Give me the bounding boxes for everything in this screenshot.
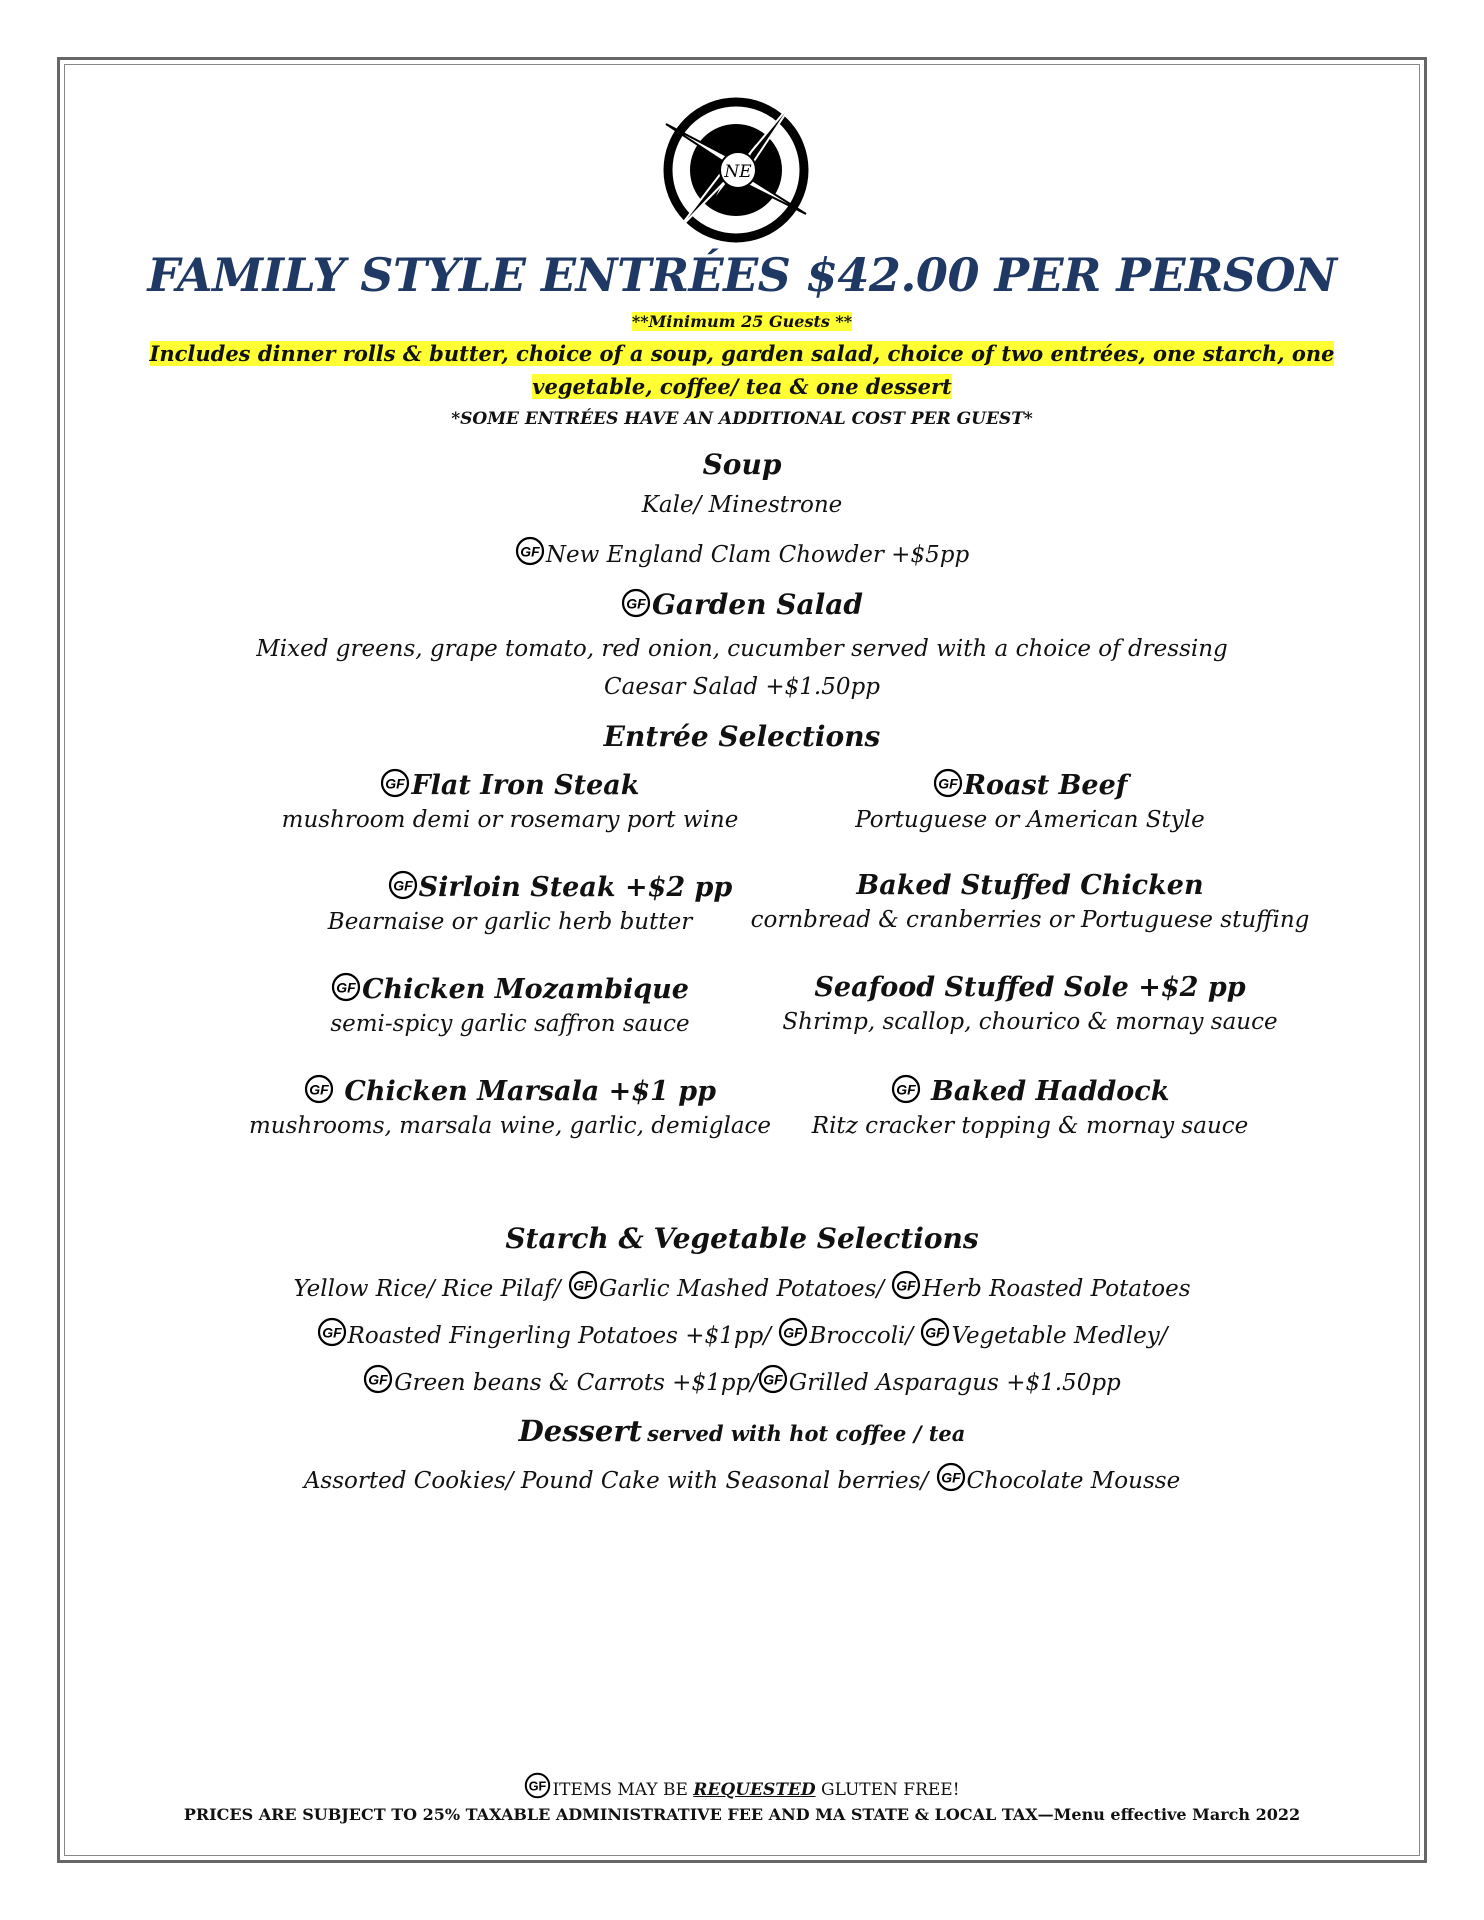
entree-baked-haddock: GF Baked Haddock Ritz cracker topping & mornay sauce: [811, 1076, 1249, 1139]
salad-description: Mixed greens, grape tomato, red onion, cucumber served with a choice of dressing: [256, 636, 1228, 662]
svg-text:GF: GF: [309, 1081, 329, 1098]
svg-text:GF: GF: [520, 543, 540, 560]
gluten-free-icon: [758, 1364, 788, 1394]
inner-border: [64, 64, 1420, 1856]
gluten-free-icon: [515, 536, 545, 566]
svg-text:GF: GF: [385, 775, 406, 792]
starch-line-1: Yellow Rice/ Rice Pilaf/ GF Garlic Mashed Potatoes/ GF Herb Roasted Potatoes: [0, 1270, 1484, 1302]
dessert-heading: Dessert served with hot coffee / tea: [518, 1414, 966, 1448]
gluten-free-icon: [891, 1074, 921, 1104]
soup-item-chowder: GF New England Clam Chowder +$5pp: [0, 536, 1484, 568]
svg-text:GF: GF: [321, 1324, 342, 1341]
svg-text:GF: GF: [895, 1081, 916, 1098]
gluten-free-icon: [568, 1270, 598, 1300]
starch-heading: Starch & Vegetable Selections: [505, 1222, 979, 1255]
gluten-free-icon: [380, 768, 410, 798]
starch-line-2: GF Roasted Fingerling Potatoes +$1pp/ GF Broccoli/ GF Vegetable Medley/: [0, 1317, 1484, 1349]
page-title: FAMILY STYLE ENTRÉES $42.00 PER PERSON: [147, 248, 1337, 302]
entree-chicken-mozambique: GF Chicken Mozambique semi-spicy garlic saffron sauce: [330, 974, 690, 1037]
svg-text:GF: GF: [392, 877, 413, 894]
starch-line-3: GF Green beans & Carrots +$1pp/ GF Grilled Asparagus +$1.50pp: [0, 1364, 1484, 1396]
svg-text:GF: GF: [940, 1469, 961, 1486]
gluten-free-icon: [317, 1317, 347, 1347]
svg-text:GF: GF: [368, 1371, 388, 1388]
entree-baked-stuffed-chicken: Baked Stuffed Chicken cornbread & cranberries or Portuguese stuffing: [750, 870, 1310, 933]
pricing-note: PRICES ARE SUBJECT TO 25% TAXABLE ADMINISTRATIVE FEE AND MA STATE & LOCAL TAX—Menu effective March 2022: [183, 1805, 1301, 1824]
entree-roast-beef: GF Roast Beef Portuguese or American Style: [855, 770, 1205, 833]
gluten-free-icon: [933, 768, 963, 798]
includes-line-1: Includes dinner rolls & butter, choice of a soup, garden salad, choice of two entrées, one starch, one: [149, 341, 1335, 366]
svg-text:GF: GF: [925, 1324, 946, 1341]
gluten-free-note: GF ITEMS MAY BE REQUESTED GLUTEN FREE!: [0, 1772, 1484, 1800]
entree-seafood-stuffed-sole: Seafood Stuffed Sole +$2 pp Shrimp, scallop, chourico & mornay sauce: [782, 972, 1278, 1035]
additional-cost-note: *SOME ENTRÉES HAVE AN ADDITIONAL COST PER GUEST*: [451, 409, 1033, 429]
salad-heading: GF Garden Salad: [0, 588, 1484, 621]
soup-item-kale: Kale/ Minestrone: [641, 492, 843, 518]
svg-text:GF: GF: [529, 1779, 547, 1794]
gluten-free-icon: [363, 1364, 393, 1394]
gluten-free-icon: [920, 1317, 950, 1347]
compass-logo: [656, 84, 826, 249]
dessert-line: Assorted Cookies/ Pound Cake with Seasonal berries/ GF Chocolate Mousse: [0, 1462, 1484, 1494]
gluten-free-icon: [778, 1317, 808, 1347]
svg-text:GF: GF: [783, 1324, 804, 1341]
svg-text:GF: GF: [937, 775, 958, 792]
svg-text:GF: GF: [336, 979, 356, 996]
includes-line-2: vegetable, coffee/ tea & one dessert: [532, 374, 952, 399]
entree-flat-iron-steak: GF Flat Iron Steak mushroom demi or rosemary port wine: [281, 770, 739, 833]
svg-text:GF: GF: [896, 1277, 917, 1294]
gluten-free-icon: [936, 1462, 966, 1492]
svg-text:GF: GF: [763, 1371, 783, 1388]
gluten-free-icon: [388, 870, 418, 900]
svg-text:GF: GF: [573, 1277, 593, 1294]
gluten-free-icon: [304, 1074, 334, 1104]
gluten-free-icon: [891, 1270, 921, 1300]
entree-chicken-marsala: GF Chicken Marsala +$1 pp mushrooms, marsala wine, garlic, demiglace: [248, 1076, 772, 1139]
soup-heading: Soup: [702, 448, 782, 481]
gluten-free-icon: [331, 972, 361, 1002]
gluten-free-icon: [524, 1772, 551, 1799]
salad-option-caesar: Caesar Salad +$1.50pp: [604, 674, 880, 700]
entree-sirloin-steak: GF Sirloin Steak +$2 pp Bearnaise or garlic herb butter: [327, 872, 733, 935]
entree-heading: Entrée Selections: [603, 720, 881, 753]
minimum-guests: **Minimum 25 Guests **: [631, 312, 853, 331]
gluten-free-icon: [621, 588, 651, 618]
svg-text:NE: NE: [724, 162, 752, 182]
svg-text:GF: GF: [626, 595, 646, 612]
